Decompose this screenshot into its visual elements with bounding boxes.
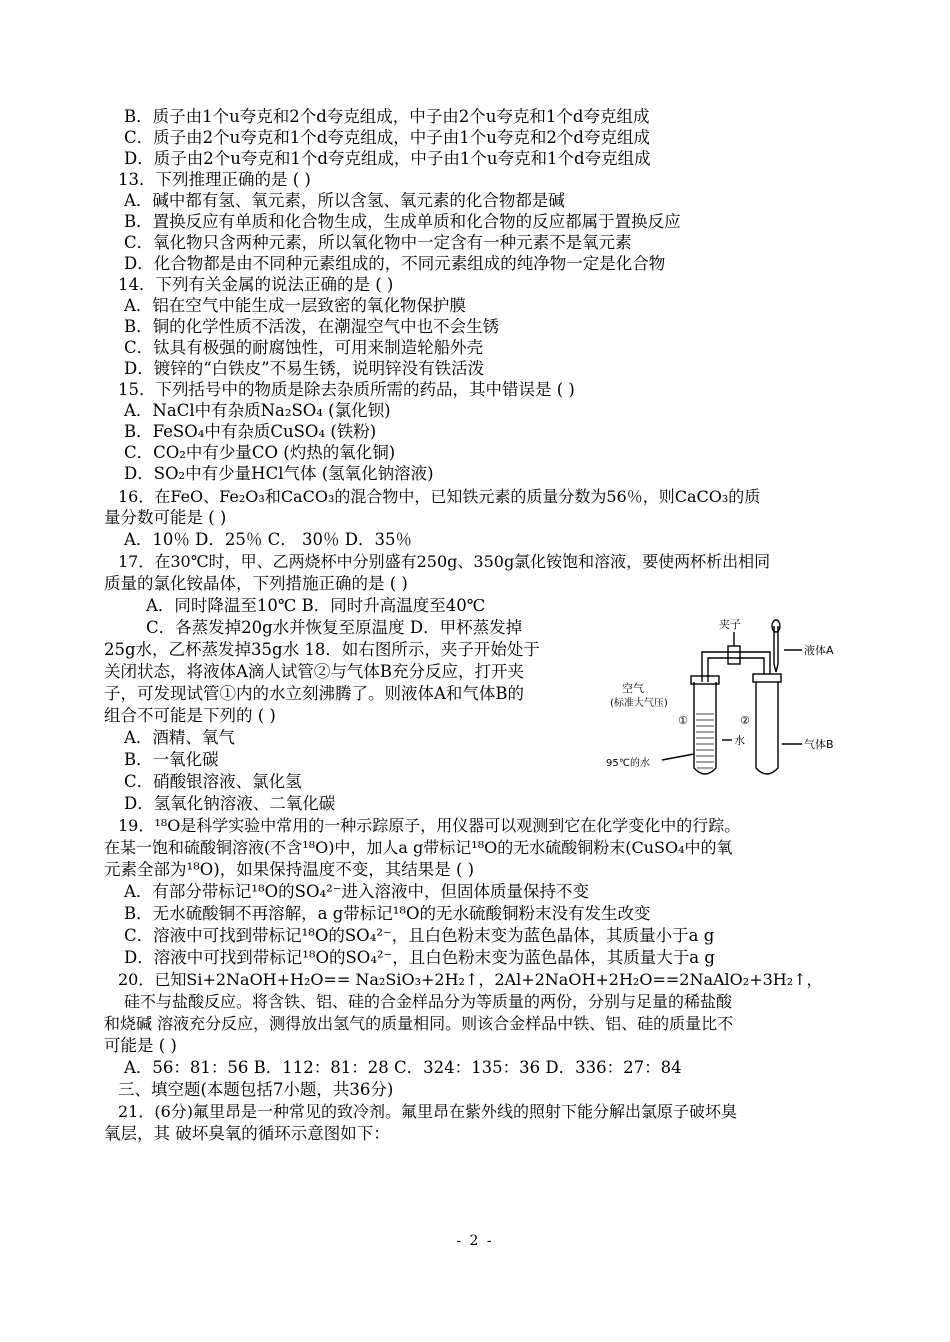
option-15d: D．SO₂中有少量HCl气体 (氢氧化钠溶液) xyxy=(124,464,434,483)
option-19d: D．溶液中可找到带标记¹⁸O的SO₄²⁻，且白色粉末变为蓝色晶体，其质量大于a g xyxy=(124,948,715,967)
label-tube-2: ② xyxy=(740,714,750,727)
dropper-icon xyxy=(774,626,778,672)
option-15c: C．CO₂中有少量CO (灼热的氧化铜) xyxy=(124,443,396,462)
question-15: 15．下列括号中的物质是除去杂质所需的药品，其中错误是 ( ) xyxy=(118,380,575,399)
option-19a: A．有部分带标记¹⁸O的SO₄²⁻进入溶液中，但固体质量保持不变 xyxy=(124,882,589,901)
option-15b: B．FeSO₄中有杂质CuSO₄ (铁粉) xyxy=(124,422,377,441)
question-14: 14．下列有关金属的说法正确的是 ( ) xyxy=(118,275,394,294)
options-17cd: C．各蒸发掉20g水并恢复至原温度 D．甲杯蒸发掉 xyxy=(146,618,523,637)
section-3-heading: 三、填空题(本题包括7小题，共36分) xyxy=(118,1080,394,1099)
option-12d: D．质子由2个u夸克和1个d夸克组成，中子由1个u夸克和1个d夸克组成 xyxy=(124,149,651,168)
option-18a: A．酒精、氧气 xyxy=(124,728,235,747)
question-18-line1: 25g水，乙杯蒸发掉35g水 18．如右图所示，夹子开始处于 xyxy=(104,640,540,659)
question-21-line2: 氧层，其 破坏臭氧的循环示意图如下： xyxy=(104,1124,390,1143)
option-19b: B．无水硫酸铜不再溶解，a g带标记¹⁸O的无水硫酸铜粉末没有发生改变 xyxy=(124,904,651,923)
options-16: A．10％ D．25％ C． 30％ D．35％ xyxy=(124,530,412,549)
question-19-line2: 在某一饱和硫酸铜溶液(不含¹⁸O)中，加人a g带标记¹⁸O的无水硫酸铜粉末(CuSO₄中的氧 xyxy=(104,838,733,857)
test-tube-1 xyxy=(694,682,716,774)
option-12c: C．质子由2个u夸克和1个d夸克组成，中子由1个u夸克和2个d夸克组成 xyxy=(124,128,650,147)
label-air: 空气 xyxy=(622,682,644,695)
question-18-line4: 组合不可能是下列的 ( ) xyxy=(104,706,276,725)
label-water: 水 xyxy=(734,734,745,747)
label-hot-water: 95℃的水 xyxy=(606,758,650,769)
option-13c: C．氧化物只含两种元素，所以氧化物中一定含有一种元素不是氧元素 xyxy=(124,233,632,252)
clip-icon xyxy=(728,646,740,664)
question-18-line3: 子，可发现试管①内的水立刻沸腾了。则液体A和气体B的 xyxy=(104,684,525,703)
test-tube-2 xyxy=(756,682,778,774)
question-20-line4: 可能是 ( ) xyxy=(104,1036,177,1055)
option-14a: A．铝在空气中能生成一层致密的氧化物保护膜 xyxy=(124,296,466,315)
option-19c: C．溶液中可找到带标记¹⁸O的SO₄²⁻，且白色粉末变为蓝色晶体，其质量小于a g xyxy=(124,926,715,945)
options-17ab: A．同时降温至10℃ B．同时升高温度至40℃ xyxy=(146,596,486,615)
question-16-line2: 量分数可能是 ( ) xyxy=(104,508,227,527)
option-18b: B．一氧化碳 xyxy=(124,750,219,769)
label-clip: 夹子 xyxy=(719,618,741,631)
question-19-line3: 元素全部为¹⁸O)，如果保持温度不变，其结果是 ( ) xyxy=(104,860,475,879)
question-19-line1: 19．¹⁸O是科学实验中常用的一种示踪原子，用仪器可以观测到它在化学变化中的行踪。 xyxy=(118,816,741,835)
question-20-line1: 20．已知Si+2NaOH+H₂O== Na₂SiO₃+2H₂↑，2Al+2NaOH+2H₂O==2NaAlO₂+3H₂↑， xyxy=(118,970,823,989)
option-13a: A．碱中都有氢、氧元素，所以含氢、氧元素的化合物都是碱 xyxy=(124,191,565,210)
apparatus-diagram xyxy=(606,616,844,786)
option-14d: D．镀锌的“白铁皮”不易生锈，说明锌没有铁活泼 xyxy=(124,359,485,378)
option-13b: B．置换反应有单质和化合物生成，生成单质和化合物的反应都属于置换反应 xyxy=(124,212,681,231)
label-liquid-a: 液体A xyxy=(804,644,834,657)
option-13d: D．化合物都是由不同种元素组成的，不同元素组成的纯净物一定是化合物 xyxy=(124,254,666,273)
question-18-line2: 关闭状态，将液体A滴人试管②与气体B充分反应，打开夹 xyxy=(104,662,525,681)
question-21-line1: 21．(6分)氟里昂是一种常见的致冷剂。氟里昂在紫外线的照射下能分解出氯原子破坏臭 xyxy=(118,1102,738,1121)
option-14c: C．钛具有极强的耐腐蚀性，可用来制造轮船外壳 xyxy=(124,338,484,357)
options-20: A．56：81：56 B．112：81：28 C．324：135：36 D．336：27：84 xyxy=(124,1058,682,1077)
option-15a: A．NaCl中有杂质Na₂SO₄ (氯化钡) xyxy=(124,401,391,420)
question-13: 13．下列推理正确的是 ( ) xyxy=(118,170,311,189)
option-12b: B．质子由1个u夸克和2个d夸克组成，中子由2个u夸克和1个d夸克组成 xyxy=(124,107,650,126)
question-20-line2: 硅不与盐酸反应。将含铁、铝、硅的合金样品分为等质量的两份，分别与足量的稀盐酸 xyxy=(124,992,733,1011)
page-number: - 2 - xyxy=(456,1233,494,1249)
question-20-line3: 和烧碱 溶液充分反应，测得放出氢气的质量相同。则该合金样品中铁、铝、硅的质量比不 xyxy=(104,1014,734,1033)
water-lines xyxy=(696,714,714,768)
option-14b: B．铜的化学性质不活泼，在潮湿空气中也不会生锈 xyxy=(124,317,500,336)
connecting-tube xyxy=(702,652,770,682)
label-gas-b: 气体B xyxy=(804,738,834,751)
question-16-line1: 16．在FeO、Fe₂O₃和CaCO₃的混合物中，已知铁元素的质量分数为56％，则CaCO₃的质 xyxy=(118,487,761,506)
question-17-line2: 质量的氯化铵晶体，下列措施正确的是 ( ) xyxy=(104,574,408,593)
option-18d: D．氢氧化钠溶液、二氧化碳 xyxy=(124,794,336,813)
label-pressure: (标准大气压) xyxy=(610,698,668,709)
label-tube-1: ① xyxy=(678,714,688,727)
question-17-line1: 17．在30℃时，甲、乙两烧杯中分别盛有250g、350g氯化铵饱和溶液，要使两杯析出相同 xyxy=(118,552,771,571)
option-18c: C．硝酸银溶液、氯化氢 xyxy=(124,772,302,791)
